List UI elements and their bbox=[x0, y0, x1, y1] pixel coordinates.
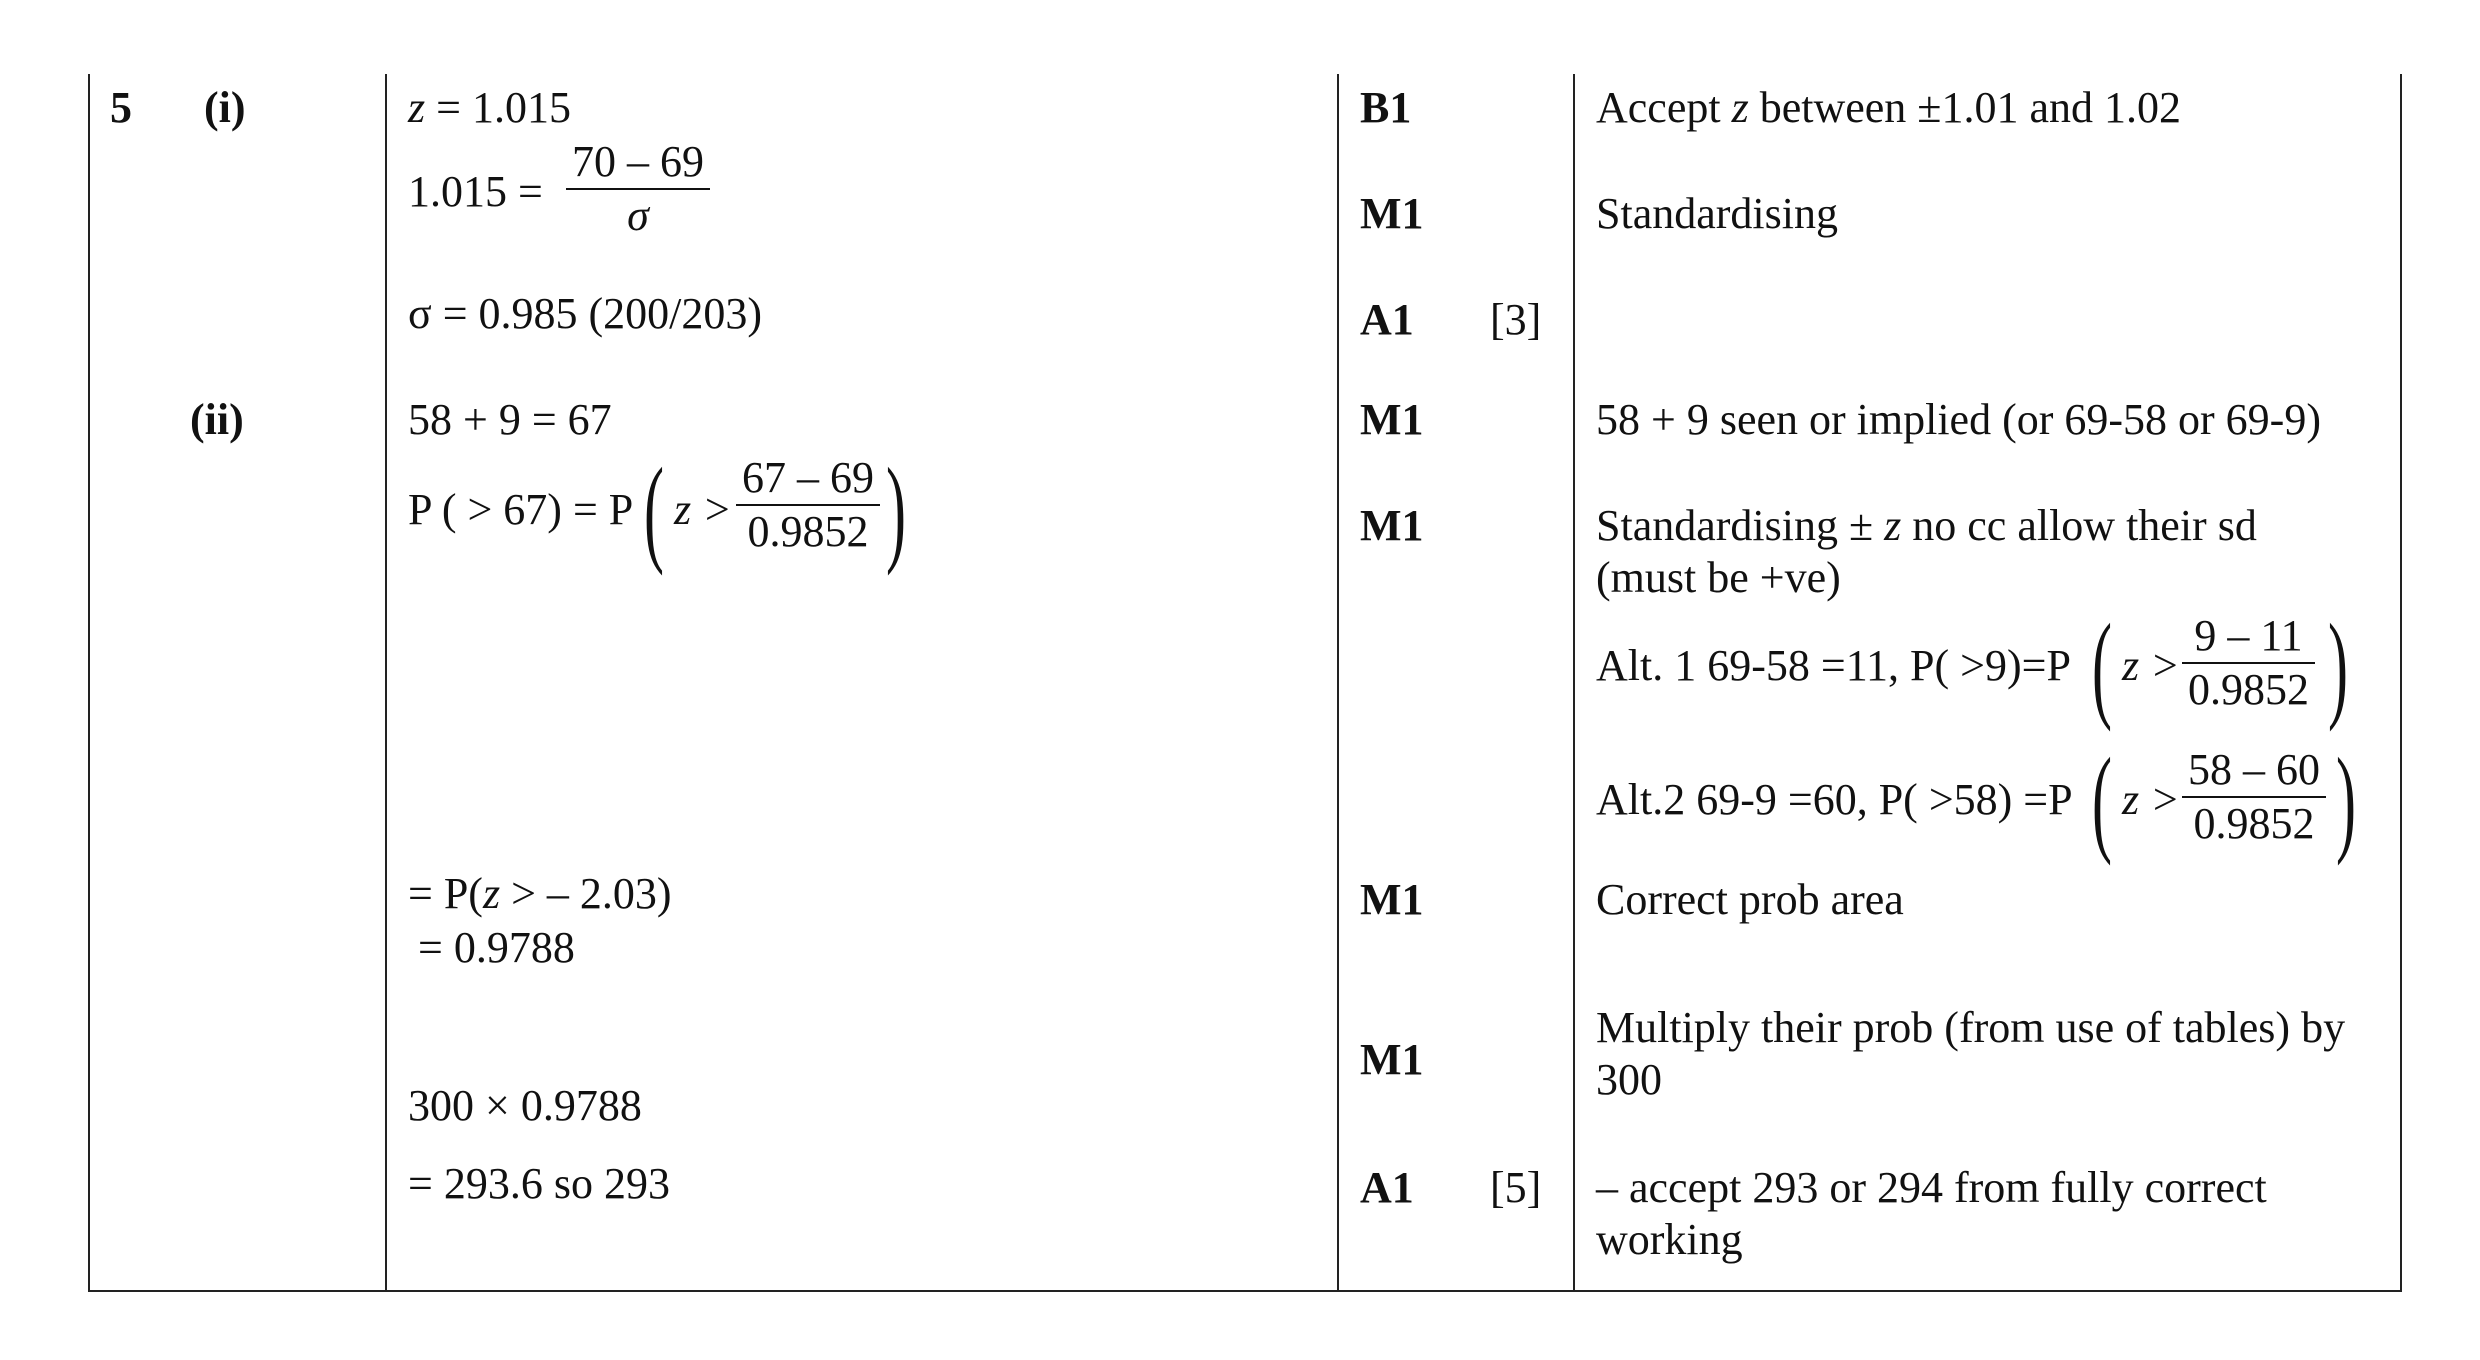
table-border-right bbox=[2400, 74, 2402, 1292]
fraction bbox=[566, 136, 710, 242]
working-line: 58 + 9 = 67 bbox=[408, 395, 612, 444]
fraction bbox=[2182, 610, 2315, 716]
fraction-numerator: 70 – 69 bbox=[566, 136, 710, 190]
working-line: = 0.9788 bbox=[418, 923, 575, 972]
guidance-line: 58 + 9 seen or implied (or 69-58 or 69-9) bbox=[1596, 395, 2321, 444]
fraction-numerator: 9 – 11 bbox=[2182, 610, 2315, 664]
question-number: 5 bbox=[110, 83, 132, 132]
working-line: σ = 0.985 (200/203) bbox=[408, 289, 763, 338]
working-line: = P(z > – 2.03) bbox=[408, 869, 672, 918]
guidance-line: Alt. 1 69-58 =11, P( >9)=P bbox=[1596, 641, 2071, 690]
working-line: z > bbox=[674, 485, 732, 534]
guidance-line: – accept 293 or 294 from fully correct bbox=[1596, 1163, 2267, 1212]
fraction-denominator: 0.9852 bbox=[2188, 665, 2309, 714]
fraction-denominator: 0.9852 bbox=[747, 507, 869, 556]
guidance-line: z > bbox=[2122, 641, 2180, 690]
working-line: z = 1.015 bbox=[408, 83, 571, 132]
mark-total: [3] bbox=[1490, 295, 1542, 344]
fraction bbox=[736, 452, 880, 558]
mark-total: [5] bbox=[1490, 1163, 1542, 1212]
working-line: 300 × 0.9788 bbox=[408, 1081, 642, 1130]
guidance-line: Accept z between ±1.01 and 1.02 bbox=[1596, 83, 2181, 132]
working-line: P ( > 67) = P bbox=[408, 485, 634, 534]
fraction-denominator: 0.9852 bbox=[2193, 799, 2315, 848]
mark: A1 bbox=[1360, 1163, 1414, 1212]
mark: M1 bbox=[1360, 875, 1424, 924]
guidance-line: Correct prob area bbox=[1596, 875, 1904, 924]
right-parenthesis: ) bbox=[2336, 734, 2356, 866]
guidance-line: Standardising ± z no cc allow their sd bbox=[1596, 501, 2257, 550]
working-line: = 293.6 so 293 bbox=[408, 1159, 670, 1208]
mark: M1 bbox=[1360, 395, 1424, 444]
table-border-left bbox=[88, 74, 90, 1292]
left-parenthesis: ( bbox=[644, 444, 664, 576]
mark: B1 bbox=[1360, 83, 1412, 132]
guidance-line: working bbox=[1596, 1215, 1743, 1264]
fraction-numerator: 67 – 69 bbox=[736, 452, 880, 506]
part-label: (i) bbox=[204, 83, 246, 132]
mark: M1 bbox=[1360, 501, 1424, 550]
guidance-line: Alt.2 69-9 =60, P( >58) =P bbox=[1596, 775, 2073, 824]
column-divider bbox=[1337, 74, 1339, 1292]
part-label: (ii) bbox=[190, 395, 244, 444]
left-parenthesis: ( bbox=[2092, 734, 2112, 866]
guidance-line: 300 bbox=[1596, 1055, 1662, 1104]
table-border-bottom bbox=[88, 1290, 2402, 1292]
column-divider bbox=[1573, 74, 1575, 1292]
column-divider bbox=[385, 74, 387, 1292]
guidance-line: Multiply their prob (from use of tables) by bbox=[1596, 1003, 2346, 1052]
left-parenthesis: ( bbox=[2092, 600, 2112, 732]
right-parenthesis: ) bbox=[886, 444, 906, 576]
fraction-numerator: 58 – 60 bbox=[2182, 744, 2326, 798]
mark: M1 bbox=[1360, 189, 1424, 238]
guidance-line: Standardising bbox=[1596, 189, 1838, 238]
mark: M1 bbox=[1360, 1035, 1424, 1084]
mark: A1 bbox=[1360, 295, 1414, 344]
right-parenthesis: ) bbox=[2328, 600, 2348, 732]
guidance-line: z > bbox=[2122, 775, 2180, 824]
fraction-denominator: σ bbox=[627, 191, 649, 240]
working-line: 1.015 = bbox=[408, 167, 543, 216]
fraction bbox=[2182, 744, 2326, 850]
guidance-line: (must be +ve) bbox=[1596, 553, 1841, 602]
